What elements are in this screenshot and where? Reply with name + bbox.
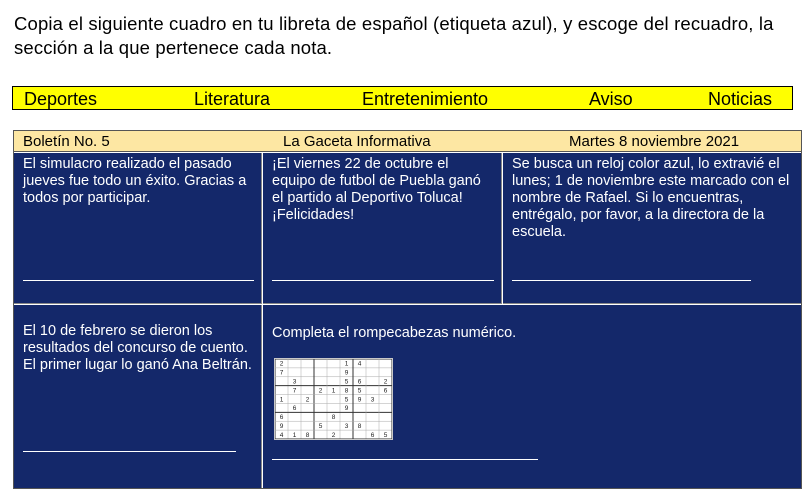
sudoku-grid [275,359,392,439]
sudoku-digit: 6 [370,431,375,439]
sudoku-digit: 5 [318,422,323,430]
sudoku-digit: 5 [344,396,349,404]
gazette-date: Martes 8 noviembre 2021 [569,133,740,150]
sudoku-digit: 2 [305,396,310,404]
sudoku-digit: 4 [357,360,362,368]
sudoku-digit: 5 [344,378,349,386]
note-cell-futbol [263,153,502,304]
answer-line [23,451,236,452]
answer-line [272,280,494,281]
sudoku-digit: 8 [331,414,336,422]
sudoku-digit: 5 [383,431,388,439]
sudoku-puzzle [274,358,393,440]
category-noticias: Noticias [708,89,773,109]
note-cell-concurso [14,305,262,488]
answer-line [23,280,254,281]
sudoku-digit: 8 [344,387,349,395]
sudoku-digit: 2 [383,378,388,386]
sudoku-digit: 7 [292,387,297,395]
sudoku-digit: 2 [279,360,284,368]
sudoku-digit: 9 [344,369,349,377]
sudoku-digit: 3 [292,378,297,386]
sudoku-digit: 1 [331,387,336,395]
category-entretenimiento: Entretenimiento [362,89,489,109]
gazette-header [14,131,801,152]
note-text: Se busca un reloj color azul, lo extravié el lunes; 1 de noviembre este marcado con el nombre de Rafael. Si lo encuentras, entrégalo, por favor, a la directora de la escuela. [512,156,790,240]
sudoku-digit: 5 [357,387,362,395]
sudoku-digit: 3 [344,422,349,430]
category-literatura: Literatura [194,89,271,109]
note-text: El simulacro realizado el pasado jueves fue todo un éxito. Gracias a todos por participar. [23,156,247,206]
sudoku-digit: 6 [357,378,362,386]
answer-line [512,280,751,281]
bulletin-number: Boletín No. 5 [23,133,110,150]
instructions-text: Copia el siguiente cuadro en tu libreta de español (etiqueta azul), y escoge del recuadro, la sección a la que pertenece cada nota. [14,13,774,58]
note-cell-simulacro [14,153,262,304]
answer-line [272,459,538,460]
sudoku-digit: 6 [383,387,388,395]
sudoku-digit: 1 [292,431,297,439]
category-aviso: Aviso [589,89,633,109]
sudoku-digit: 2 [318,387,323,395]
sudoku-digit: 6 [279,414,284,422]
note-cell-reloj [503,153,801,304]
gazette-title: La Gaceta Informativa [283,133,431,150]
sudoku-digit: 3 [370,396,375,404]
sudoku-digit: 8 [357,422,362,430]
sudoku-digit: 9 [279,422,284,430]
gazette-table [13,130,802,489]
category-bar [12,86,793,110]
sudoku-digit: 7 [279,369,284,377]
note-text: El 10 de febrero se dieron los resultados del concurso de cuento. El primer lugar lo ganó Ana Beltrán. [23,323,252,373]
sudoku-digit: 1 [344,360,349,368]
sudoku-digit: 9 [357,396,362,404]
sudoku-digit: 9 [344,405,349,413]
note-text: ¡El viernes 22 de octubre el equipo de futbol de Puebla ganó el partido al Deportivo Toluca! ¡Felicidades! [272,156,481,223]
sudoku-digit: 8 [305,431,310,439]
note-text: Completa el rompecabezas numérico. [272,325,517,341]
sudoku-digit: 4 [279,431,284,439]
sudoku-digit: 1 [279,396,284,404]
sudoku-digit: 6 [292,405,297,413]
note-cell-rompecabezas [263,305,801,488]
sudoku-digit: 2 [331,431,336,439]
category-deportes: Deportes [24,89,98,109]
